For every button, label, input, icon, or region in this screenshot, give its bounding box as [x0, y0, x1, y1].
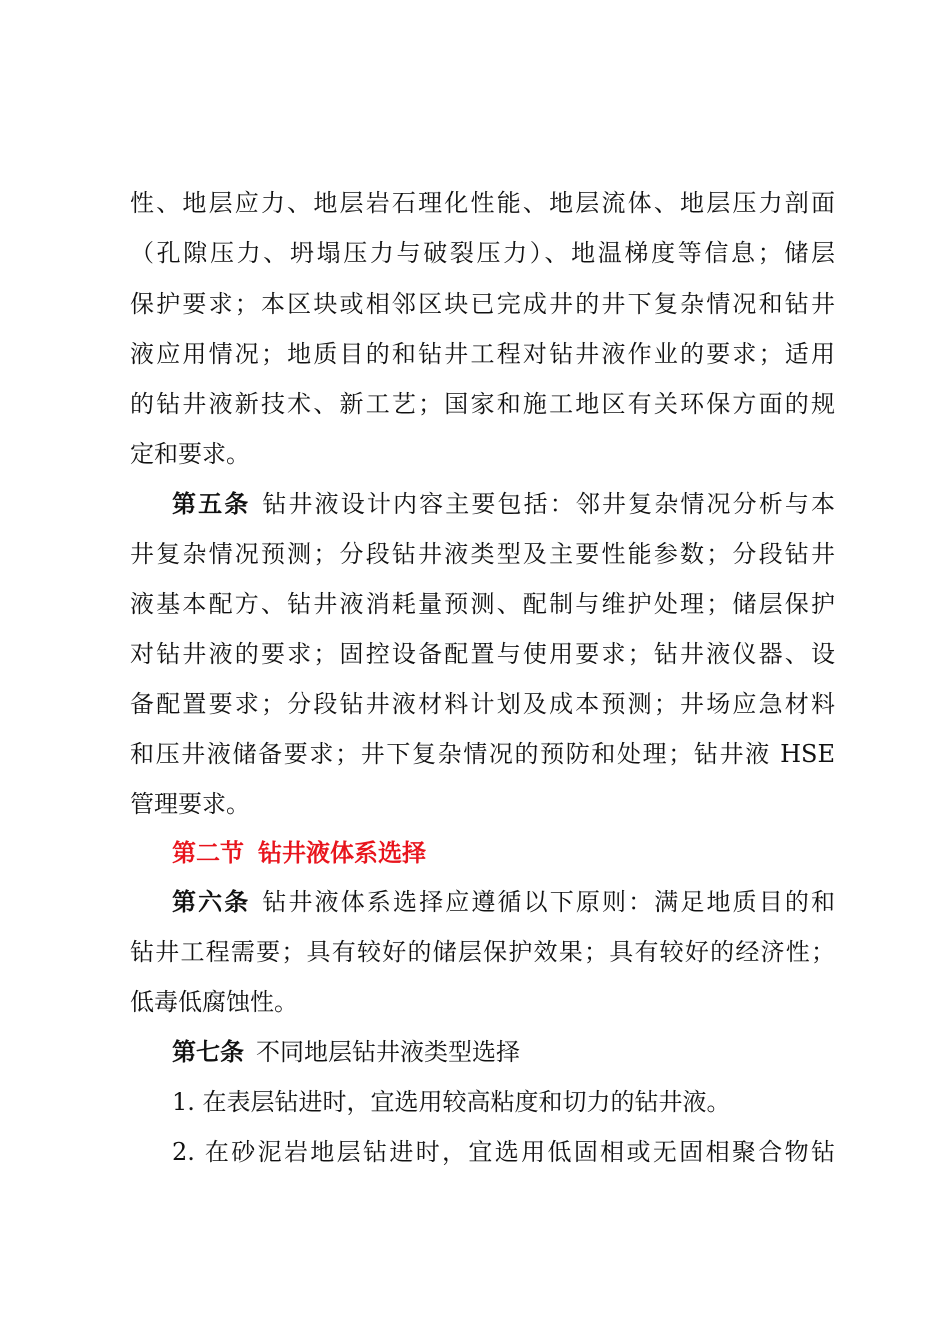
- paragraph-line: （孔隙压力、坍塌压力与破裂压力）、地温梯度等信息；储层: [130, 239, 835, 267]
- section-number: 第二节: [172, 839, 244, 867]
- paragraph-line: 和压井液储备要求；井下复杂情况的预防和处理；钻井液 HSE: [130, 740, 835, 768]
- paragraph-line: 对钻井液的要求；固控设备配置与使用要求；钻井液仪器、设: [130, 640, 835, 668]
- list-item: 1. 在表层钻进时，宜选用较高粘度和切力的钻井液。: [172, 1088, 731, 1116]
- article-6-text: 钻井液体系选择应遵循以下原则：满足地质目的和: [262, 888, 835, 916]
- article-5-label: 第五条: [172, 490, 251, 518]
- paragraph-line: 钻井工程需要；具有较好的储层保护效果；具有较好的经济性；: [130, 938, 835, 966]
- paragraph-line: 保护要求；本区块或相邻区块已完成井的井下复杂情况和钻井: [130, 290, 835, 318]
- article-5-first-line: [172, 489, 835, 519]
- paragraph-line: 液基本配方、钻井液消耗量预测、配制与维护处理；储层保护: [130, 590, 835, 618]
- article-7-label: 第七条: [172, 1038, 244, 1066]
- paragraph-line: 备配置要求；分段钻井液材料计划及成本预测；井场应急材料: [130, 690, 835, 718]
- paragraph-line: 性、地层应力、地层岩石理化性能、地层流体、地层压力剖面: [130, 189, 835, 217]
- article-7-text: 不同地层钻井液类型选择: [256, 1038, 520, 1066]
- article-6-first-line: [172, 887, 835, 917]
- section-heading: [172, 838, 835, 868]
- paragraph-line: 的钻井液新技术、新工艺；国家和施工地区有关环保方面的规: [130, 390, 835, 418]
- paragraph-line: 管理要求。: [130, 790, 250, 818]
- section-title: 钻井液体系选择: [258, 839, 426, 867]
- article-7-first-line: [172, 1037, 835, 1067]
- article-5-text: 钻井液设计内容主要包括：邻井复杂情况分析与本: [262, 490, 835, 518]
- list-item: 2. 在砂泥岩地层钻进时，宜选用低固相或无固相聚合物钻: [172, 1138, 835, 1166]
- article-6-label: 第六条: [172, 888, 251, 916]
- paragraph-line: 定和要求。: [130, 440, 250, 468]
- paragraph-line: 井复杂情况预测；分段钻井液类型及主要性能参数；分段钻井: [130, 540, 835, 568]
- paragraph-line: 低毒低腐蚀性。: [130, 988, 298, 1016]
- paragraph-line: 液应用情况；地质目的和钻井工程对钻井液作业的要求；适用: [130, 340, 835, 368]
